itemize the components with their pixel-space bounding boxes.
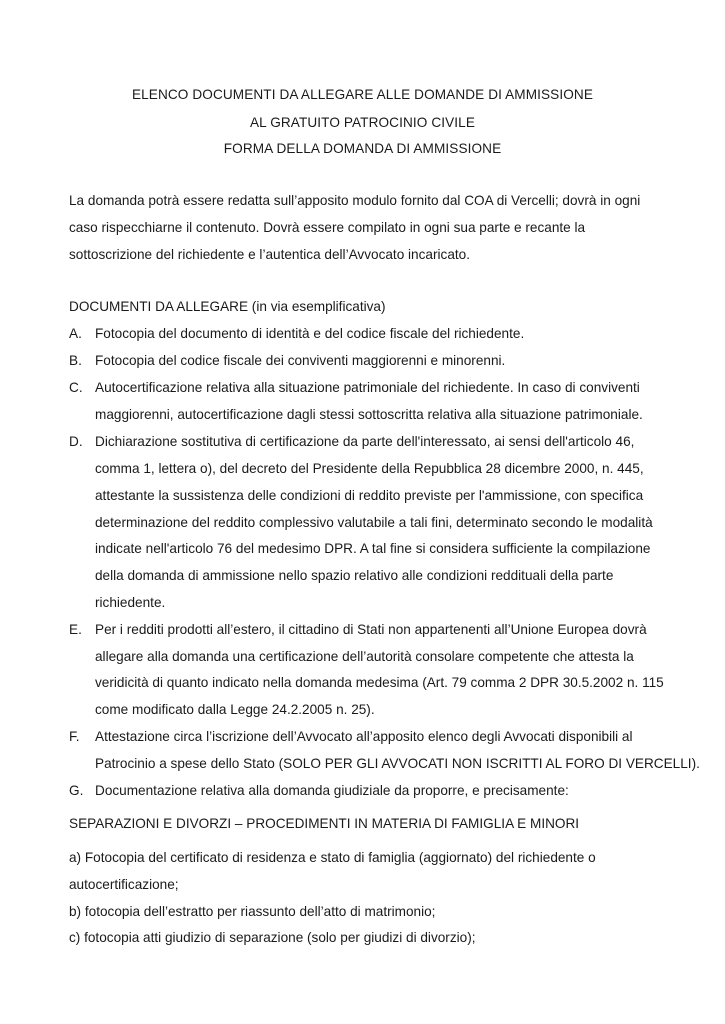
item-e-letter: E. xyxy=(69,622,82,637)
item-e-text-4: come modificato dalla Legge 24.2.2005 n. 25). xyxy=(95,702,375,717)
item-a-letter: A. xyxy=(69,326,82,341)
item-b-letter: B. xyxy=(69,353,82,368)
sublist-a-line-1: a) Fotocopia del certificato di residenza e stato di famiglia (aggiornato) del richiedente o xyxy=(69,850,596,865)
title-line-3: FORMA DELLA DOMANDA DI AMMISSIONE xyxy=(223,141,502,156)
item-f-text-1: Attestazione circa l’iscrizione dell’Avvocato all’apposito elenco degli Avvocati disponibili al xyxy=(95,729,633,744)
item-g-letter: G. xyxy=(69,783,84,798)
section-heading: SEPARAZIONI E DIVORZI – PROCEDIMENTI IN MATERIA DI FAMIGLIA E MINORI xyxy=(69,816,580,831)
item-c-letter: C. xyxy=(69,380,83,395)
item-c-text-2: maggiorenni, autocertificazione dagli stessi sottoscritta relativa alla situazione patrimoniale. xyxy=(95,407,643,422)
item-f-text-2: Patrocinio a spese dello Stato (SOLO PER GLI AVVOCATI NON ISCRITTI AL FORO DI VERCELLI). xyxy=(95,756,700,771)
documents-heading: DOCUMENTI DA ALLEGARE (in via esemplificativa) xyxy=(69,299,386,314)
title-line-2: AL GRATUITO PATROCINIO CIVILE xyxy=(250,115,475,130)
item-b-text: Fotocopia del codice fiscale dei conviventi maggiorenni e minorenni. xyxy=(95,353,506,368)
item-d-letter: D. xyxy=(69,434,83,449)
item-d-text-5: indicate nell'articolo 76 del medesimo DPR. A tal fine si considera sufficiente la compilazione xyxy=(95,541,651,556)
item-d-text-7: richiedente. xyxy=(95,595,166,610)
item-d-text-1: Dichiarazione sostitutiva di certificazione da parte dell'interessato, ai sensi dell'articolo 46, xyxy=(95,434,635,449)
intro-line-3: sottoscrizione del richiedente e l’autentica dell’Avvocato incaricato. xyxy=(69,247,470,262)
item-c-text-1: Autocertificazione relativa alla situazione patrimoniale del richiedente. In caso di conviventi xyxy=(95,380,640,395)
item-d-text-3: attestante la sussistenza delle condizioni di reddito previste per l'ammissione, con specifica xyxy=(95,488,644,503)
item-d-text-6: della domanda di ammissione nello spazio relativo alle condizioni reddituali della parte xyxy=(95,568,614,583)
item-e-text-3: veridicità di quanto indicato nella domanda medesima (Art. 79 comma 2 DPR 30.5.2002 n. 115 xyxy=(95,675,664,690)
item-f-letter: F. xyxy=(69,729,80,744)
sublist-c: c) fotocopia atti giudizio di separazione (solo per giudizi di divorzio); xyxy=(69,930,476,945)
intro-line-2: caso rispecchiarne il contenuto. Dovrà essere compilato in ogni sua parte e recante la xyxy=(69,220,586,235)
item-g-text: Documentazione relativa alla domanda giudiziale da proporre, e precisamente: xyxy=(95,783,569,798)
item-e-text-1: Per i redditi prodotti all’estero, il cittadino di Stati non appartenenti all’Unione Europea dovrà xyxy=(95,622,647,637)
sublist-a-line-2: autocertificazione; xyxy=(69,877,179,892)
item-a-text: Fotocopia del documento di identità e del codice fiscale del richiedente. xyxy=(95,326,525,341)
intro-line-1: La domanda potrà essere redatta sull’apposito modulo fornito dal COA di Vercelli; dovrà in ogni xyxy=(69,193,641,208)
sublist-b: b) fotocopia dell’estratto per riassunto dell’atto di matrimonio; xyxy=(69,904,436,919)
item-d-text-4: determinazione del reddito complessivo valutabile a tali fini, determinato secondo le modalità xyxy=(95,515,653,530)
title-line-1: ELENCO DOCUMENTI DA ALLEGARE ALLE DOMANDE DI AMMISSIONE xyxy=(131,87,593,102)
item-d-text-2: comma 1, lettera o), del decreto del Presidente della Repubblica 28 dicembre 2000, n. 445, xyxy=(95,461,644,476)
item-e-text-2: allegare alla domanda una certificazione dell’autorità consolare competente che attesta la xyxy=(95,649,634,664)
